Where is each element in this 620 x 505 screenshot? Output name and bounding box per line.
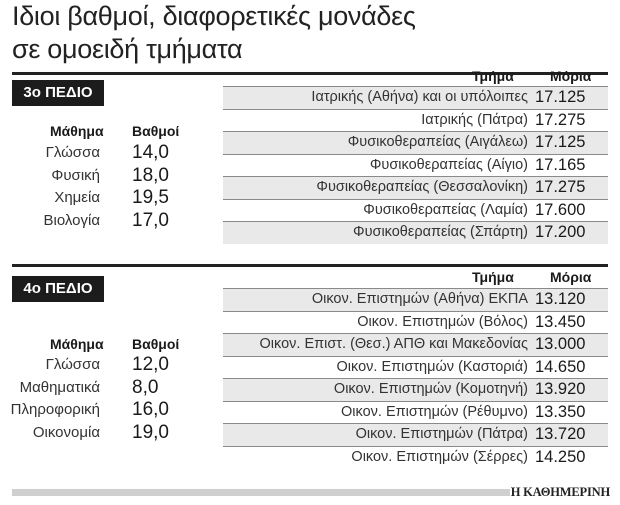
publisher-logo: Η ΚΑΘΗΜΕΡΙΝΗ — [510, 485, 610, 499]
title-line-2: σε ομοειδή τμήματα — [12, 34, 243, 64]
subject-grade: 19,5 — [132, 187, 169, 208]
title-line-1: Ιδιοι βαθμοί, διαφορετικές μονάδες — [12, 1, 416, 31]
department-score: 13.000 — [535, 335, 586, 353]
department-column-header: Τμήμα — [472, 68, 514, 84]
department-name: Φυσικοθεραπείας (Θεσσαλονίκη) — [316, 179, 528, 195]
subject-name: Βιολογία — [43, 211, 100, 229]
department-row — [223, 109, 608, 132]
grade-column-header: Βαθμοί — [132, 336, 180, 352]
subject-row — [12, 422, 192, 445]
subject-row — [12, 377, 192, 400]
department-row — [223, 199, 608, 222]
department-name: Ιατρικής (Αθήνα) και οι υπόλοιπες — [311, 89, 528, 105]
department-name: Οικον. Επιστημών (Ρέθυμνο) — [341, 403, 528, 420]
department-score: 17.275 — [535, 178, 586, 196]
department-name: Φυσικοθεραπείας (Σπάρτη) — [353, 224, 528, 240]
department-name: Φυσικοθεραπείας (Λαμία) — [363, 201, 528, 218]
subjects-table — [12, 142, 192, 232]
subject-grade: 18,0 — [132, 164, 169, 186]
section-divider — [12, 264, 608, 267]
department-column-header: Τμήμα — [472, 269, 514, 285]
grade-column-header: Βαθμοί — [132, 123, 180, 139]
field-badge: 4ο ΠΕΔΙΟ — [12, 276, 104, 302]
subjects-table — [12, 354, 192, 444]
department-row — [223, 423, 608, 446]
department-score: 14.250 — [535, 447, 586, 466]
department-name: Οικον. Επιστημών (Σέρρες) — [351, 448, 528, 465]
department-name: Οικον. Επιστημών (Αθήνα) ΕΚΠΑ — [311, 291, 528, 307]
department-name: Οικον. Επιστημών (Καστοριά) — [336, 358, 528, 375]
department-row — [223, 311, 608, 334]
department-name: Φυσικοθεραπείας (Αιγάλεω) — [347, 134, 528, 150]
subject-row — [12, 187, 192, 210]
subject-name: Μαθηματικά — [19, 378, 100, 396]
subject-column-header: Μάθημα — [50, 336, 104, 352]
subject-name: Χημεία — [54, 189, 100, 206]
footer-bar — [12, 489, 510, 496]
field-badge: 3ο ΠΕΔΙΟ — [12, 80, 104, 106]
department-score: 17.125 — [535, 88, 586, 106]
subject-row — [12, 354, 192, 377]
subject-name: Φυσική — [51, 166, 100, 184]
department-score: 13.350 — [535, 402, 586, 421]
subject-grade: 17,0 — [132, 209, 169, 231]
subject-column-header: Μάθημα — [50, 123, 104, 139]
department-score: 13.450 — [535, 312, 586, 331]
department-row — [223, 378, 608, 401]
score-column-header: Μόρια — [550, 269, 592, 285]
department-name: Ιατρικής (Πάτρα) — [421, 111, 528, 128]
department-row — [223, 176, 608, 199]
department-score: 17.275 — [535, 110, 586, 129]
department-score: 17.125 — [535, 133, 586, 151]
subject-grade: 19,0 — [132, 421, 169, 443]
section-3o-pedio — [12, 68, 608, 257]
department-row — [223, 401, 608, 424]
department-name: Οικον. Επιστημών (Βόλος) — [357, 313, 528, 330]
department-score: 17.165 — [535, 155, 586, 174]
department-row — [223, 356, 608, 379]
department-row — [223, 221, 608, 244]
department-name: Οικον. Επιστημών (Πάτρα) — [355, 426, 528, 442]
department-name: Φυσικοθεραπείας (Αίγιο) — [369, 156, 528, 173]
departments-table — [223, 86, 608, 244]
subject-row — [12, 142, 192, 165]
subject-name: Πληροφορική — [10, 401, 100, 418]
department-row — [223, 333, 608, 356]
department-score: 13.920 — [535, 380, 586, 398]
departments-table — [223, 288, 608, 468]
department-score: 17.200 — [535, 223, 586, 241]
subject-grade: 8,0 — [132, 376, 159, 398]
infographic-title — [12, 0, 416, 66]
subject-grade: 12,0 — [132, 354, 169, 375]
subject-name: Γλώσσα — [45, 356, 100, 373]
subject-name: Οικονομία — [32, 423, 100, 441]
department-score: 14.650 — [535, 357, 586, 376]
section-divider — [12, 72, 608, 75]
department-score: 13.720 — [535, 425, 586, 443]
subject-row — [12, 165, 192, 188]
subject-grade: 16,0 — [132, 399, 169, 420]
department-score: 13.120 — [535, 290, 586, 308]
subject-name: Γλώσσα — [45, 144, 100, 161]
department-row — [223, 131, 608, 154]
section-4o-pedio — [12, 264, 608, 484]
department-row — [223, 86, 608, 109]
subject-row — [12, 399, 192, 422]
score-column-header: Μόρια — [550, 68, 592, 84]
department-row — [223, 154, 608, 177]
subject-row — [12, 210, 192, 233]
subject-grade: 14,0 — [132, 142, 169, 163]
department-row — [223, 288, 608, 311]
department-name: Οικον. Επιστ. (Θεσ.) ΑΠΘ και Μακεδονίας — [259, 336, 528, 352]
department-row — [223, 446, 608, 469]
department-score: 17.600 — [535, 200, 586, 219]
department-name: Οικον. Επιστημών (Κομοτηνή) — [333, 381, 528, 397]
